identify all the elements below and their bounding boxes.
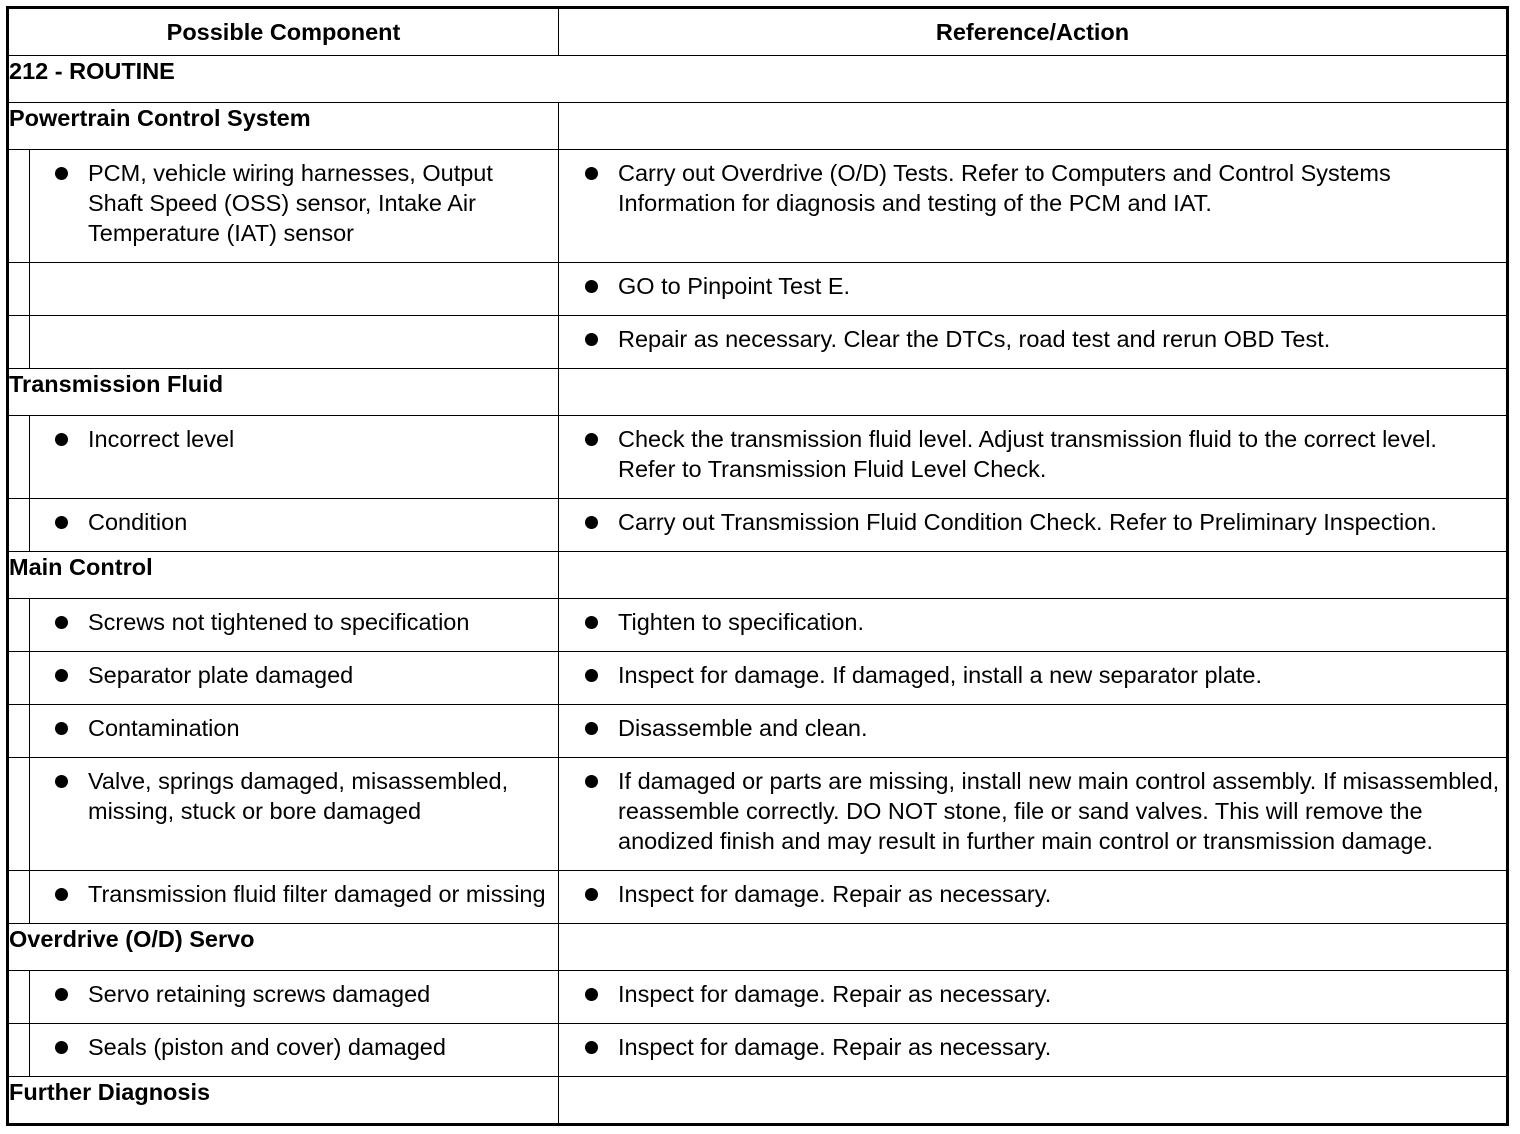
component-cell	[30, 416, 559, 499]
action-item	[559, 1024, 1506, 1076]
header-reference-action: Reference/Action	[559, 8, 1508, 56]
bullet-icon	[585, 888, 598, 901]
component-cell	[30, 263, 559, 316]
action-cell	[559, 599, 1508, 652]
component-cell	[30, 599, 559, 652]
indent-cell	[8, 1024, 30, 1077]
bullet-icon	[55, 988, 68, 1001]
action-text: Tighten to specification.	[618, 609, 865, 635]
action-item	[559, 316, 1506, 368]
action-item	[559, 150, 1506, 232]
component-cell	[30, 499, 559, 552]
component-item	[30, 599, 558, 651]
section-title: Transmission Fluid	[8, 369, 559, 416]
component-text: PCM, vehicle wiring harnesses, Output Shaft Speed (OSS) sensor, Intake Air Temperature (IAT) sensor	[88, 160, 493, 246]
action-item	[559, 971, 1506, 1023]
action-cell	[559, 971, 1508, 1024]
action-cell	[559, 758, 1508, 871]
section-title: Main Control	[8, 552, 559, 599]
action-item	[559, 705, 1506, 757]
component-item	[30, 652, 558, 704]
action-cell	[559, 1024, 1508, 1077]
action-text: Inspect for damage. If damaged, install a new separator plate.	[618, 662, 1263, 688]
section-action-cell	[559, 552, 1508, 599]
section-title: Overdrive (O/D) Servo	[8, 924, 559, 971]
action-item	[559, 416, 1506, 498]
action-text: GO to Pinpoint Test E.	[618, 273, 851, 299]
section-action-cell	[559, 369, 1508, 416]
action-item	[559, 499, 1506, 551]
table-row	[8, 416, 1508, 499]
table-row	[8, 1024, 1508, 1077]
bullet-icon	[585, 1041, 598, 1054]
component-item	[30, 871, 558, 923]
action-text: Repair as necessary. Clear the DTCs, road test and rerun OBD Test.	[618, 326, 1331, 352]
table-row	[8, 971, 1508, 1024]
action-item	[559, 758, 1506, 870]
bullet-icon	[585, 167, 598, 180]
bullet-icon	[55, 167, 68, 180]
bullet-icon	[585, 669, 598, 682]
component-text: Condition	[88, 509, 188, 535]
section-row	[8, 369, 1508, 416]
component-item	[30, 971, 558, 1023]
bullet-icon	[585, 333, 598, 346]
table-row	[8, 871, 1508, 924]
action-text: Inspect for damage. Repair as necessary.	[618, 981, 1052, 1007]
component-cell	[30, 871, 559, 924]
bullet-icon	[585, 775, 598, 788]
action-cell	[559, 652, 1508, 705]
bullet-icon	[55, 1041, 68, 1054]
action-cell	[559, 416, 1508, 499]
bullet-icon	[55, 722, 68, 735]
component-item	[30, 758, 558, 840]
component-cell	[30, 705, 559, 758]
component-cell	[30, 652, 559, 705]
component-text: Servo retaining screws damaged	[88, 981, 431, 1007]
section-action-cell	[559, 1077, 1508, 1125]
section-row	[8, 552, 1508, 599]
component-text: Valve, springs damaged, misassembled, missing, stuck or bore damaged	[88, 768, 509, 824]
component-cell	[30, 150, 559, 263]
section-title: Powertrain Control System	[8, 103, 559, 150]
section-title: Further Diagnosis	[8, 1077, 559, 1125]
table-row	[8, 316, 1508, 369]
bullet-icon	[55, 516, 68, 529]
component-text: Screws not tightened to specification	[88, 609, 470, 635]
indent-cell	[8, 599, 30, 652]
indent-cell	[8, 971, 30, 1024]
component-item	[30, 416, 558, 468]
component-item	[30, 150, 558, 262]
action-text: Inspect for damage. Repair as necessary.	[618, 881, 1052, 907]
table-row	[8, 758, 1508, 871]
indent-cell	[8, 316, 30, 369]
table-row	[8, 499, 1508, 552]
table-header-row	[8, 8, 1508, 56]
bullet-icon	[585, 516, 598, 529]
table-row	[8, 652, 1508, 705]
component-item	[30, 1024, 558, 1076]
action-text: Check the transmission fluid level. Adjust transmission fluid to the correct level. Refer to Transmission Fluid Level Check.	[618, 426, 1437, 482]
action-cell	[559, 499, 1508, 552]
section-action-cell	[559, 924, 1508, 971]
component-cell	[30, 758, 559, 871]
table-row	[8, 150, 1508, 263]
action-text: Disassemble and clean.	[618, 715, 868, 741]
section-row	[8, 924, 1508, 971]
indent-cell	[8, 871, 30, 924]
indent-cell	[8, 150, 30, 263]
bullet-icon	[55, 775, 68, 788]
section-row	[8, 103, 1508, 150]
action-cell	[559, 705, 1508, 758]
header-possible-component: Possible Component	[8, 8, 559, 56]
diagnosis-table	[6, 6, 1509, 1126]
component-text: Transmission fluid filter damaged or missing	[88, 881, 546, 907]
bullet-icon	[55, 669, 68, 682]
table-row	[8, 705, 1508, 758]
action-text: Carry out Transmission Fluid Condition Check. Refer to Preliminary Inspection.	[618, 509, 1437, 535]
indent-cell	[8, 416, 30, 499]
indent-cell	[8, 758, 30, 871]
component-cell	[30, 1024, 559, 1077]
indent-cell	[8, 705, 30, 758]
component-cell	[30, 971, 559, 1024]
bullet-icon	[585, 280, 598, 293]
bullet-icon	[585, 722, 598, 735]
action-text: If damaged or parts are missing, install new main control assembly. If misassembled, reassemble correctly. DO NOT stone, file or sand valves. This will remove the anodized finish and may result in further main control or transmission damage.	[618, 768, 1500, 854]
bullet-icon	[55, 616, 68, 629]
routine-row	[8, 56, 1508, 103]
component-text: Seals (piston and cover) damaged	[88, 1034, 446, 1060]
action-cell	[559, 871, 1508, 924]
action-cell	[559, 316, 1508, 369]
indent-cell	[8, 263, 30, 316]
bullet-icon	[585, 616, 598, 629]
table-row	[8, 263, 1508, 316]
section-action-cell	[559, 103, 1508, 150]
bullet-icon	[55, 888, 68, 901]
action-cell	[559, 150, 1508, 263]
action-text: Carry out Overdrive (O/D) Tests. Refer to Computers and Control Systems Information for diagnosis and testing of the PCM and IAT.	[618, 160, 1391, 216]
action-item	[559, 652, 1506, 704]
table-row	[8, 599, 1508, 652]
component-item	[30, 499, 558, 551]
component-text: Incorrect level	[88, 426, 235, 452]
section-row	[8, 1077, 1508, 1125]
action-cell	[559, 263, 1508, 316]
action-item	[559, 599, 1506, 651]
bullet-icon	[585, 988, 598, 1001]
action-item	[559, 263, 1506, 315]
component-text: Separator plate damaged	[88, 662, 354, 688]
indent-cell	[8, 499, 30, 552]
component-cell	[30, 316, 559, 369]
routine-title: 212 - ROUTINE	[8, 56, 1508, 103]
bullet-icon	[55, 433, 68, 446]
table-body	[8, 56, 1508, 1125]
component-item	[30, 705, 558, 757]
action-item	[559, 871, 1506, 923]
bullet-icon	[585, 433, 598, 446]
indent-cell	[8, 652, 30, 705]
component-text: Contamination	[88, 715, 240, 741]
action-text: Inspect for damage. Repair as necessary.	[618, 1034, 1052, 1060]
